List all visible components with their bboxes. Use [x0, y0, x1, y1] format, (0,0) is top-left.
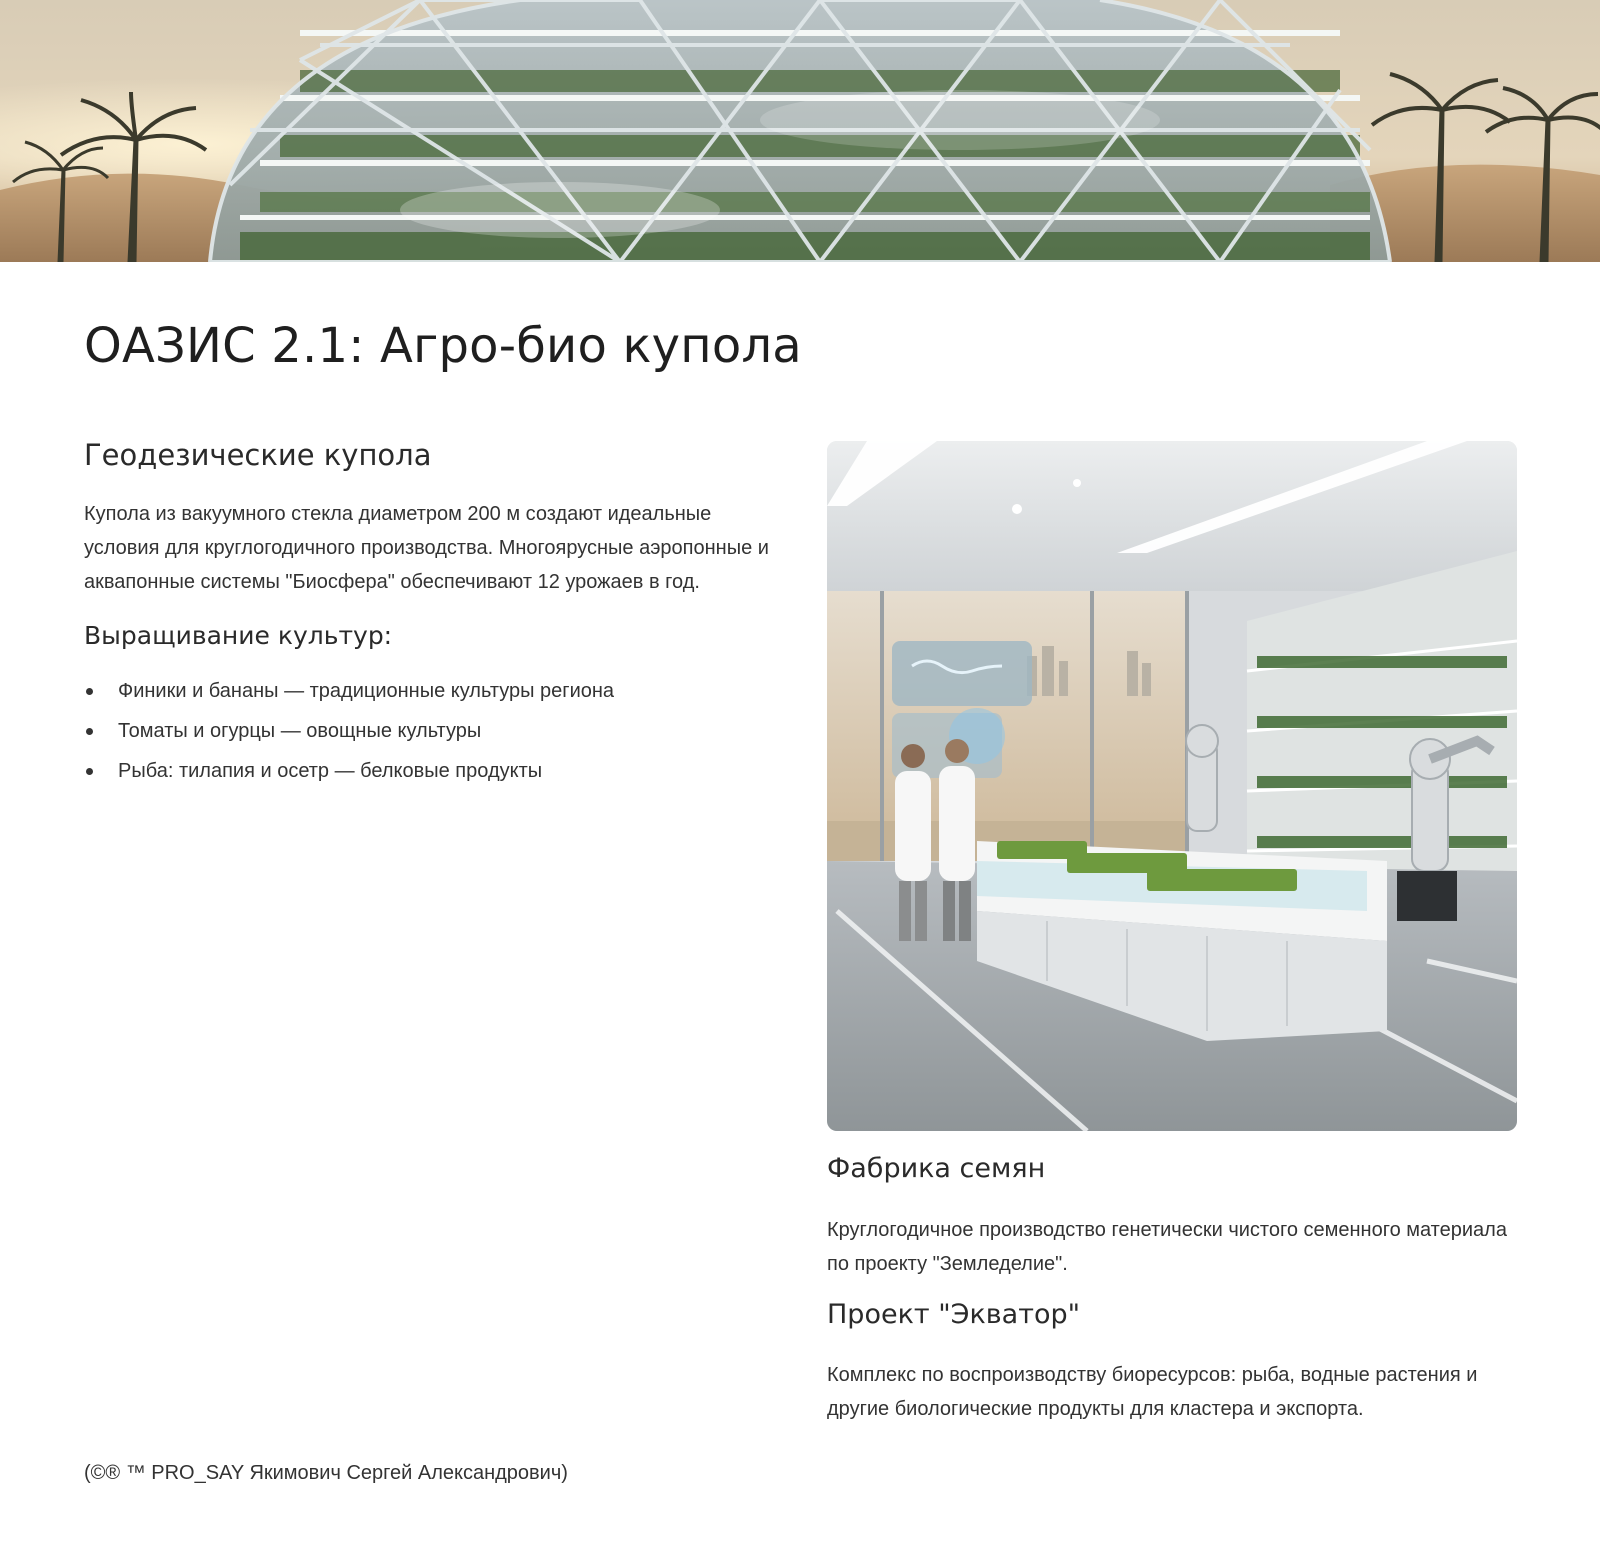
page-title: ОАЗИС 2.1: Агро-био купола [84, 318, 802, 374]
crop-text: Томаты и огурцы — овощные культуры [118, 719, 482, 742]
bullet-icon [86, 688, 93, 695]
equator-description: Комплекс по воспроизводству биоресурсов: рыба, водные растения и другие биологические продукты для кластера и экспорта. [827, 1363, 1478, 1420]
list-item [84, 751, 774, 791]
list-item [84, 711, 774, 751]
domes-heading: Геодезические купола [84, 438, 432, 472]
lab-section [827, 441, 1517, 1426]
bullet-icon [86, 768, 93, 775]
crops-heading: Выращивание культур: [84, 620, 393, 650]
equator-heading: Проект "Экватор" [827, 1299, 1081, 1331]
domes-description: Купола из вакуумного стекла диаметром 200 м создают идеальные условия для круглогодичного производства. Многоярусные аэропонные и аквапонные системы "Биосфера" обеспечивают 12 урожаев в год. [84, 502, 769, 593]
crops-list [84, 671, 774, 791]
seeds-description: Круглогодичное производство генетически чистого семенного материала по проекту "Земледелие". [827, 1219, 1507, 1276]
copyright-footer: (©® ™ PRO_SAY Якимович Сергей Александрович) [84, 1462, 568, 1484]
crop-text: Финики и бананы — традиционные культуры региона [118, 679, 615, 702]
seed-factory-lab-photo [827, 441, 1517, 1131]
seeds-heading: Фабрика семян [827, 1153, 1046, 1184]
crop-text: Рыба: тилапия и осетр — белковые продукты [118, 759, 543, 782]
hero-image [0, 0, 1600, 262]
geodesic-dome-greenhouse-photo [0, 0, 1600, 262]
list-item [84, 671, 774, 711]
domes-section [84, 438, 774, 791]
lab-image [827, 441, 1517, 1131]
bullet-icon [86, 728, 93, 735]
